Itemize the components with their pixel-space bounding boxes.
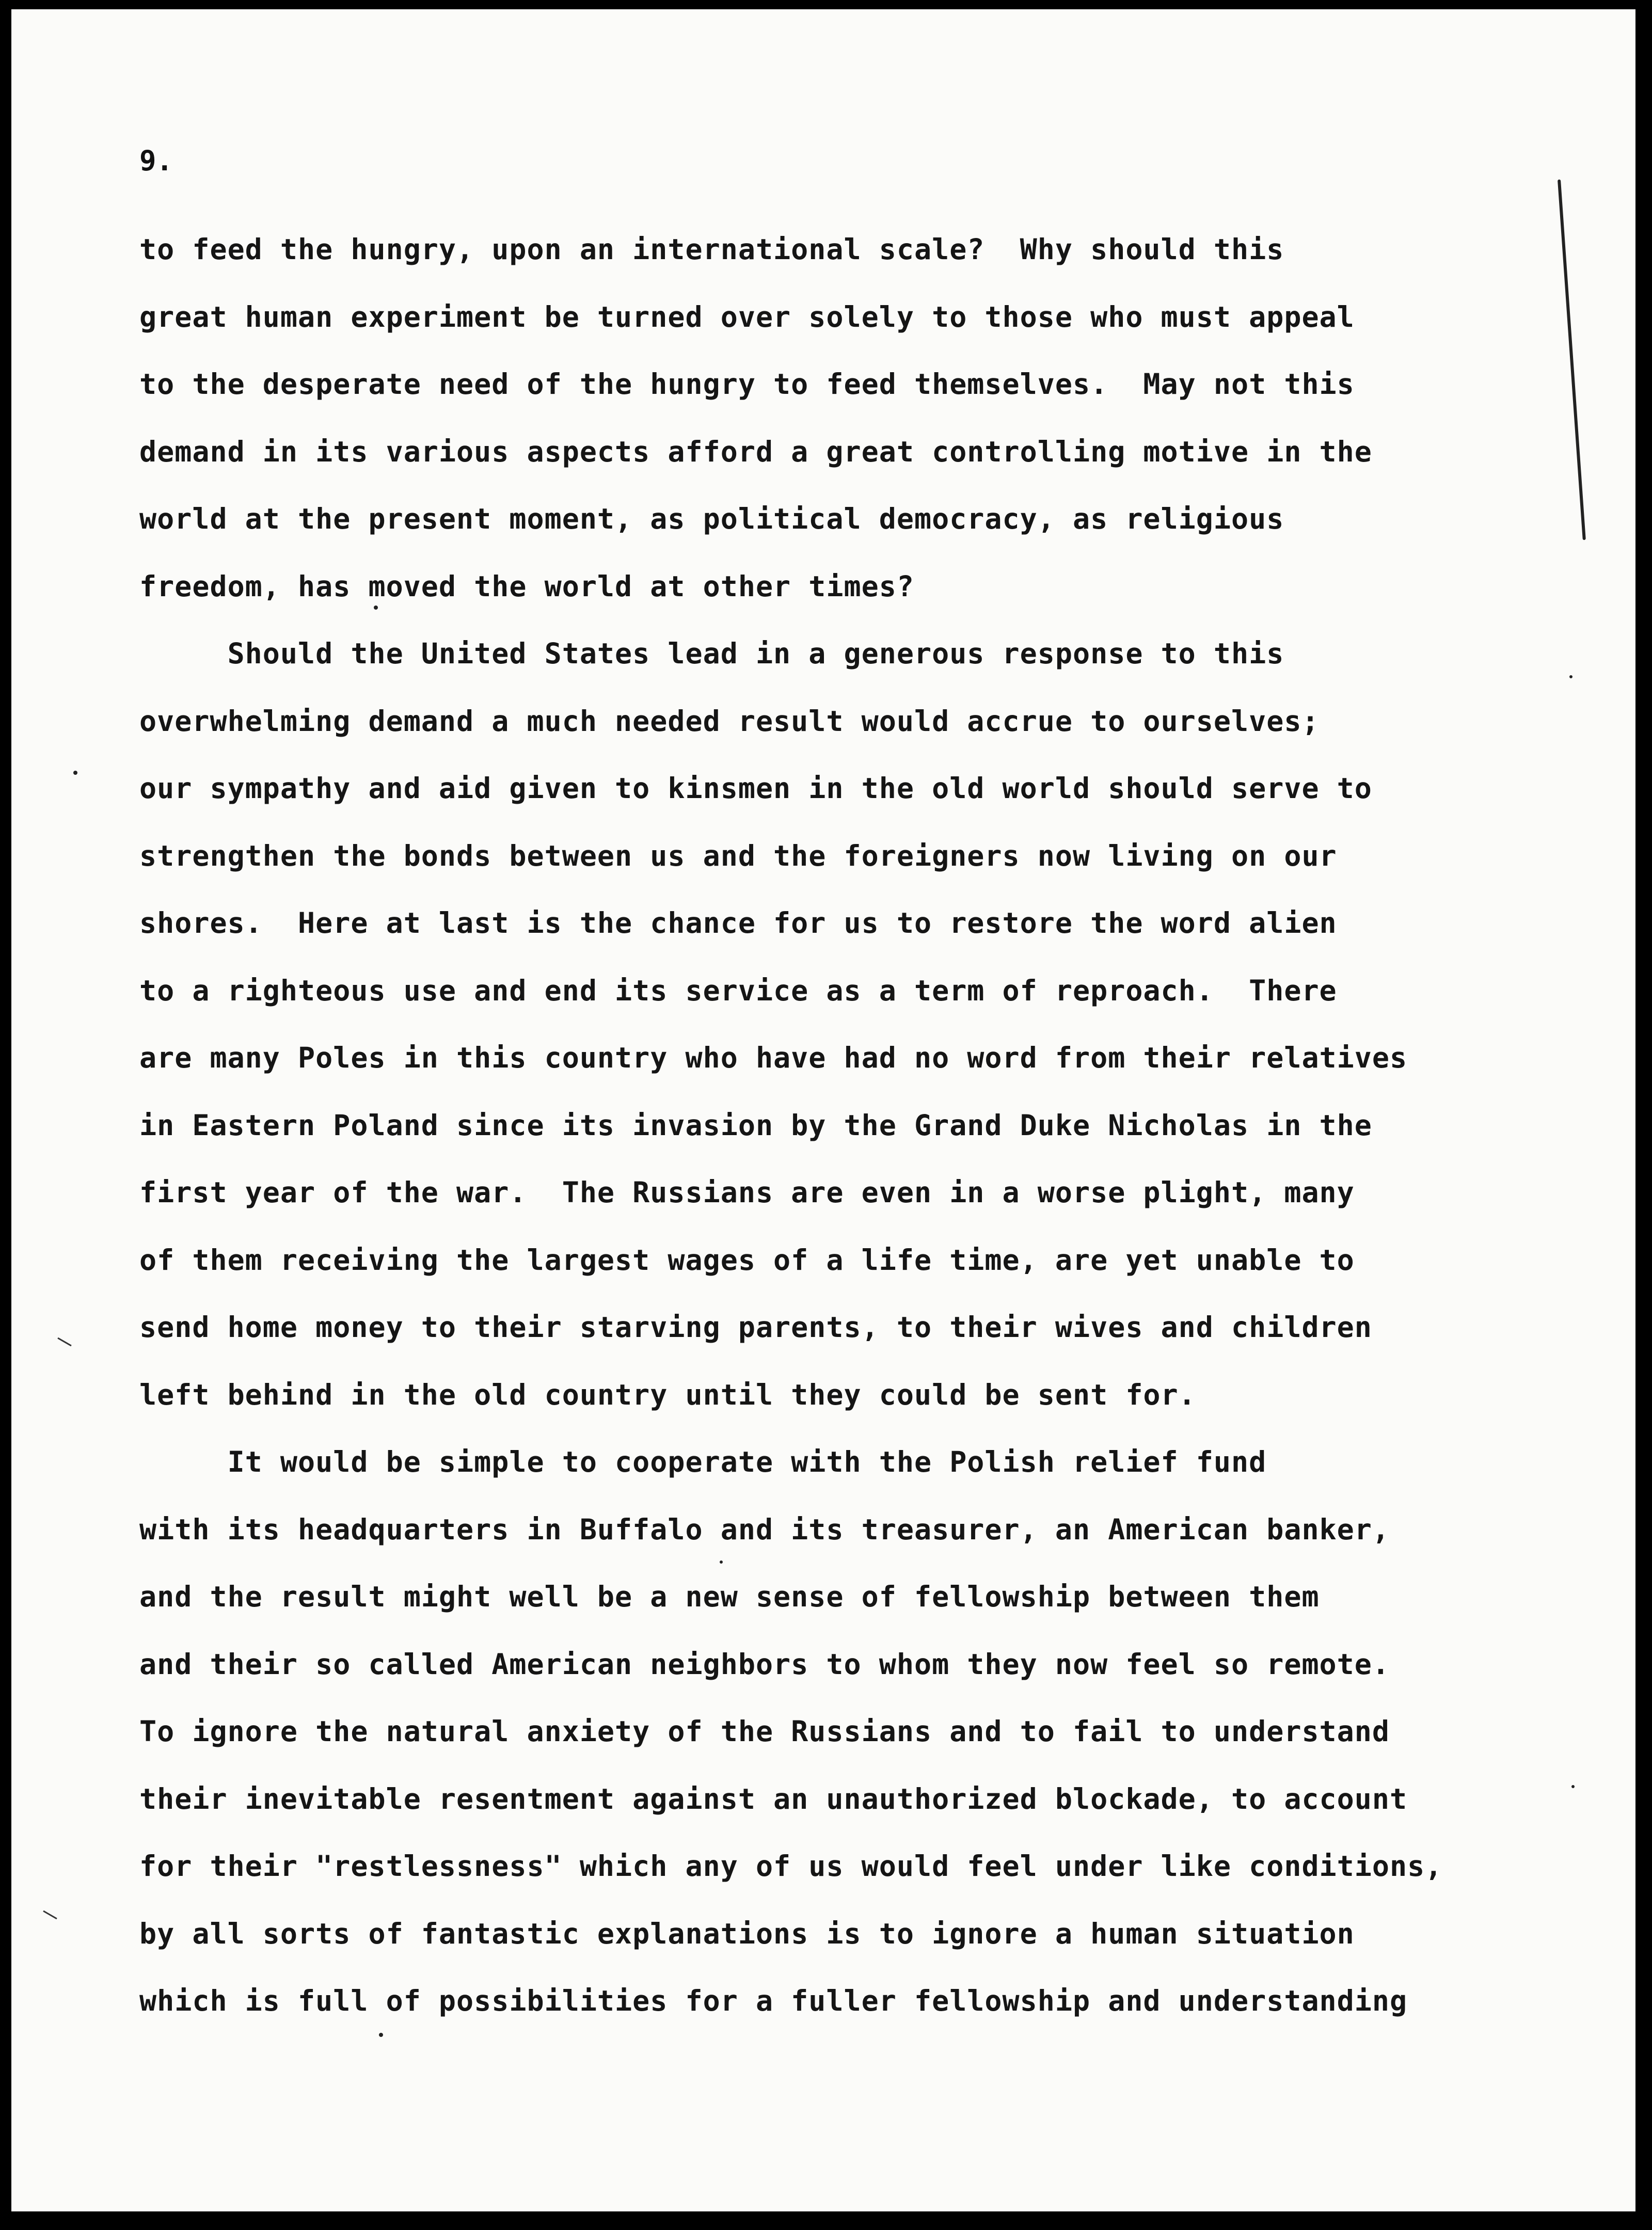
text-line: world at the present moment, as political democracy, as religious bbox=[139, 502, 1284, 535]
text-line: are many Poles in this country who have had no word from their relatives bbox=[139, 1041, 1408, 1074]
text-line: their inevitable resentment against an unauthorized blockade, to account bbox=[139, 1782, 1408, 1815]
text-line: great human experiment be turned over solely to those who must appeal bbox=[139, 300, 1355, 333]
ink-speck bbox=[1569, 675, 1572, 678]
ink-speck bbox=[720, 1560, 723, 1564]
margin-tick bbox=[43, 1910, 57, 1920]
text-line: first year of the war. The Russians are even in a worse plight, many bbox=[139, 1176, 1355, 1209]
text-line: Should the United States lead in a generous response to this bbox=[139, 637, 1284, 670]
text-line: with its headquarters in Buffalo and its treasurer, an American banker, bbox=[139, 1512, 1390, 1546]
text-line: our sympathy and aid given to kinsmen in the old world should serve to bbox=[139, 772, 1372, 805]
ink-speck bbox=[73, 771, 77, 775]
text-line: send home money to their starving parents, to their wives and children bbox=[139, 1311, 1372, 1344]
ink-speck bbox=[1571, 1785, 1575, 1788]
page-number: 9. bbox=[139, 145, 173, 177]
text-line: left behind in the old country until they could be sent for. bbox=[139, 1378, 1196, 1411]
body-text bbox=[139, 216, 1575, 2035]
text-line: shores. Here at last is the chance for us to restore the word alien bbox=[139, 906, 1337, 939]
text-line: overwhelming demand a much needed result would accrue to ourselves; bbox=[139, 704, 1320, 738]
text-line: It would be simple to cooperate with the Polish relief fund bbox=[139, 1445, 1267, 1478]
text-line: to a righteous use and end its service as a term of reproach. There bbox=[139, 974, 1337, 1007]
text-line: which is full of possibilities for a fuller fellowship and understanding bbox=[139, 1984, 1408, 2017]
text-line: strengthen the bonds between us and the foreigners now living on our bbox=[139, 839, 1337, 872]
text-line: and their so called American neighbors to whom they now feel so remote. bbox=[139, 1647, 1390, 1681]
text-line: and the result might well be a new sense of fellowship between them bbox=[139, 1580, 1320, 1613]
text-line: in Eastern Poland since its invasion by the Grand Duke Nicholas in the bbox=[139, 1108, 1372, 1142]
text-line: for their "restlessness" which any of us would feel under like conditions, bbox=[139, 1850, 1443, 1883]
ink-speck bbox=[374, 606, 378, 610]
text-line: of them receiving the largest wages of a life time, are yet unable to bbox=[139, 1243, 1355, 1277]
document-page bbox=[11, 9, 1635, 2211]
text-line: to feed the hungry, upon an international scale? Why should this bbox=[139, 233, 1284, 266]
text-line: To ignore the natural anxiety of the Russians and to fail to understand bbox=[139, 1715, 1390, 1748]
text-line: demand in its various aspects afford a great controlling motive in the bbox=[139, 435, 1372, 468]
margin-tick bbox=[57, 1337, 71, 1347]
text-line: by all sorts of fantastic explanations is to ignore a human situation bbox=[139, 1917, 1355, 1950]
ink-speck bbox=[379, 2033, 383, 2037]
text-line: freedom, has moved the world at other times? bbox=[139, 569, 914, 603]
text-line: to the desperate need of the hungry to feed themselves. May not this bbox=[139, 368, 1355, 401]
